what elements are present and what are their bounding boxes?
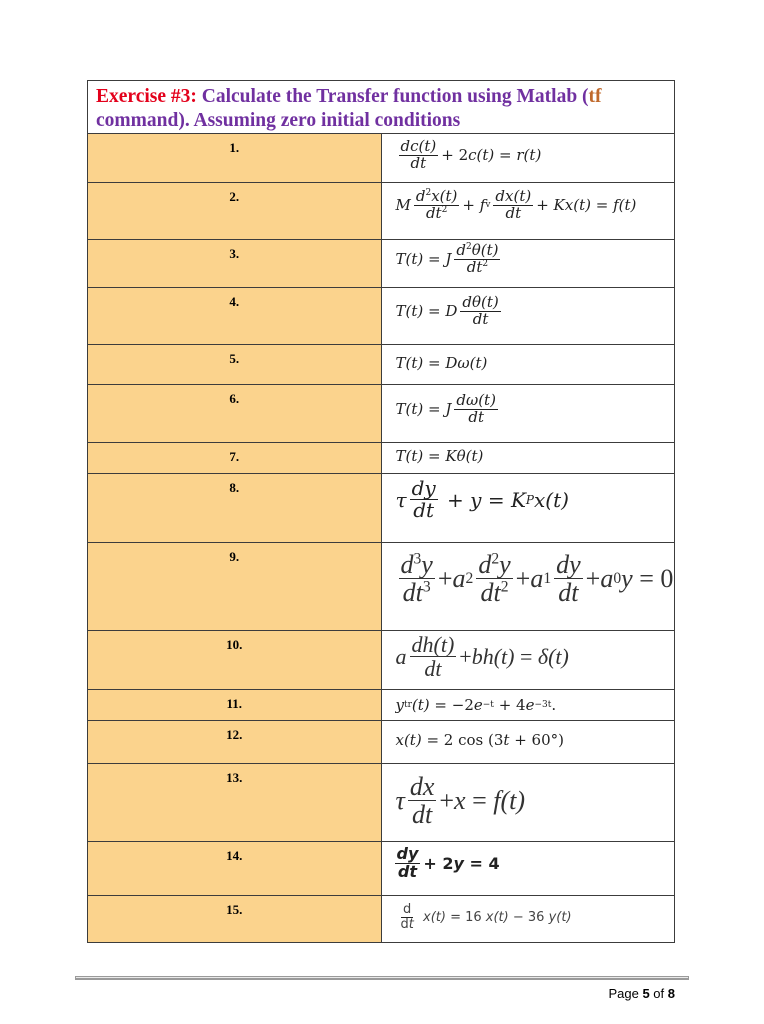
table-row — [88, 240, 675, 288]
equation-cell — [381, 385, 675, 443]
row-number: 14. — [88, 842, 382, 896]
equation-cell — [381, 896, 675, 943]
table-row — [88, 721, 675, 764]
table-row — [88, 896, 675, 943]
row-number: 13. — [88, 764, 382, 842]
row-number: 6. — [88, 385, 382, 443]
table-row — [88, 543, 675, 631]
equation: T(t) = D $\frac{d\theta(t)}{dt}$ — [395, 293, 499, 328]
row-number: 5. — [88, 345, 382, 385]
row-number: 11. — [88, 690, 382, 721]
equation-cell — [381, 183, 675, 240]
equation-cell — [381, 240, 675, 288]
equation-cell — [381, 842, 675, 896]
row-number: 3. — [88, 240, 382, 288]
row-number: 12. — [88, 721, 382, 764]
equation-cell — [381, 690, 675, 721]
equation: a $\frac{dh(t)}{dt}$ + bh(t) = δ(t) — [395, 632, 569, 682]
table-row — [88, 443, 675, 474]
equation: T(t) = Dω(t) — [395, 354, 488, 372]
table-row — [88, 842, 675, 896]
row-number: 8. — [88, 474, 382, 543]
equation: τ $\frac{dx}{dt}$ + x = f(t) — [395, 772, 526, 830]
equation: T(t) = J $\frac{d\omega(t)}{dt}$ — [395, 391, 496, 426]
equation: T(t) = J $\frac{d^2\theta(t)}{dt^2}$ — [395, 241, 499, 276]
title-text-2: command). Assuming zero initial conditions — [96, 110, 461, 131]
table-row — [88, 631, 675, 690]
table-row — [88, 345, 675, 385]
equation: T(t) = Kθ(t) — [395, 447, 484, 465]
equation-cell — [381, 543, 675, 631]
page-current: 5 — [642, 986, 650, 1001]
title-text-1: Calculate the Transfer function using Matlab ( — [196, 86, 589, 107]
exercise-header — [88, 81, 675, 134]
equation-cell — [381, 288, 675, 345]
equation: M $\frac{d^2x(t)}{dt^2}$ + f v $\frac{dx(t)}{dt}$ + Kx(t) = f(t) — [395, 187, 637, 222]
equation: $\frac{dc(t)}{dt}$ + 2 c(t) = r(t) — [400, 137, 542, 172]
footer-divider — [75, 976, 689, 980]
table-row — [88, 385, 675, 443]
equation: y tr (t) = −2 e −t + 4 e −3t . — [395, 696, 557, 714]
row-number: 2. — [88, 183, 382, 240]
row-number: 4. — [88, 288, 382, 345]
page-of: of — [649, 986, 668, 1001]
exercise-title — [96, 85, 674, 133]
row-number: 1. — [88, 134, 382, 183]
equation-cell — [381, 631, 675, 690]
table-row — [88, 474, 675, 543]
page-total: 8 — [667, 986, 675, 1001]
table-row — [88, 134, 675, 183]
equation-cell — [381, 764, 675, 842]
table-row — [88, 288, 675, 345]
table-row — [88, 690, 675, 721]
row-number: 15. — [88, 896, 382, 943]
equation-cell — [381, 345, 675, 385]
row-number: 9. — [88, 543, 382, 631]
equation: x(t) = 2 cos (3 t + 60°) — [395, 731, 564, 749]
equation-cell — [381, 474, 675, 543]
row-number: 10. — [88, 631, 382, 690]
table-row — [88, 764, 675, 842]
row-number: 7. — [88, 443, 382, 474]
page-prefix: Page — [608, 986, 643, 1001]
equation: τ $\frac{dy}{dt}$ + y = K P x(t) — [395, 476, 569, 522]
equation: $\frac{dy}{dt}$ + 2 y = 4 — [396, 844, 500, 881]
page-number — [608, 986, 675, 1001]
equation-cell — [381, 443, 675, 474]
equation-cell — [381, 134, 675, 183]
exercise-table — [87, 80, 675, 943]
equation: $\frac{d}{dt}$ x(t) = 16 x(t) − 36 y(t) — [400, 902, 572, 932]
table-row — [88, 183, 675, 240]
equation-cell — [381, 721, 675, 764]
exercise-label: Exercise #3: — [96, 86, 197, 107]
equation: $\frac{d^3y}{dt^3}$ + a 2 $\frac{d^2y}{dt^2}$ + a 1 $\frac{dy}{dt}$ + a 0 y = 0 — [400, 550, 674, 608]
tf-keyword: tf — [588, 86, 602, 107]
